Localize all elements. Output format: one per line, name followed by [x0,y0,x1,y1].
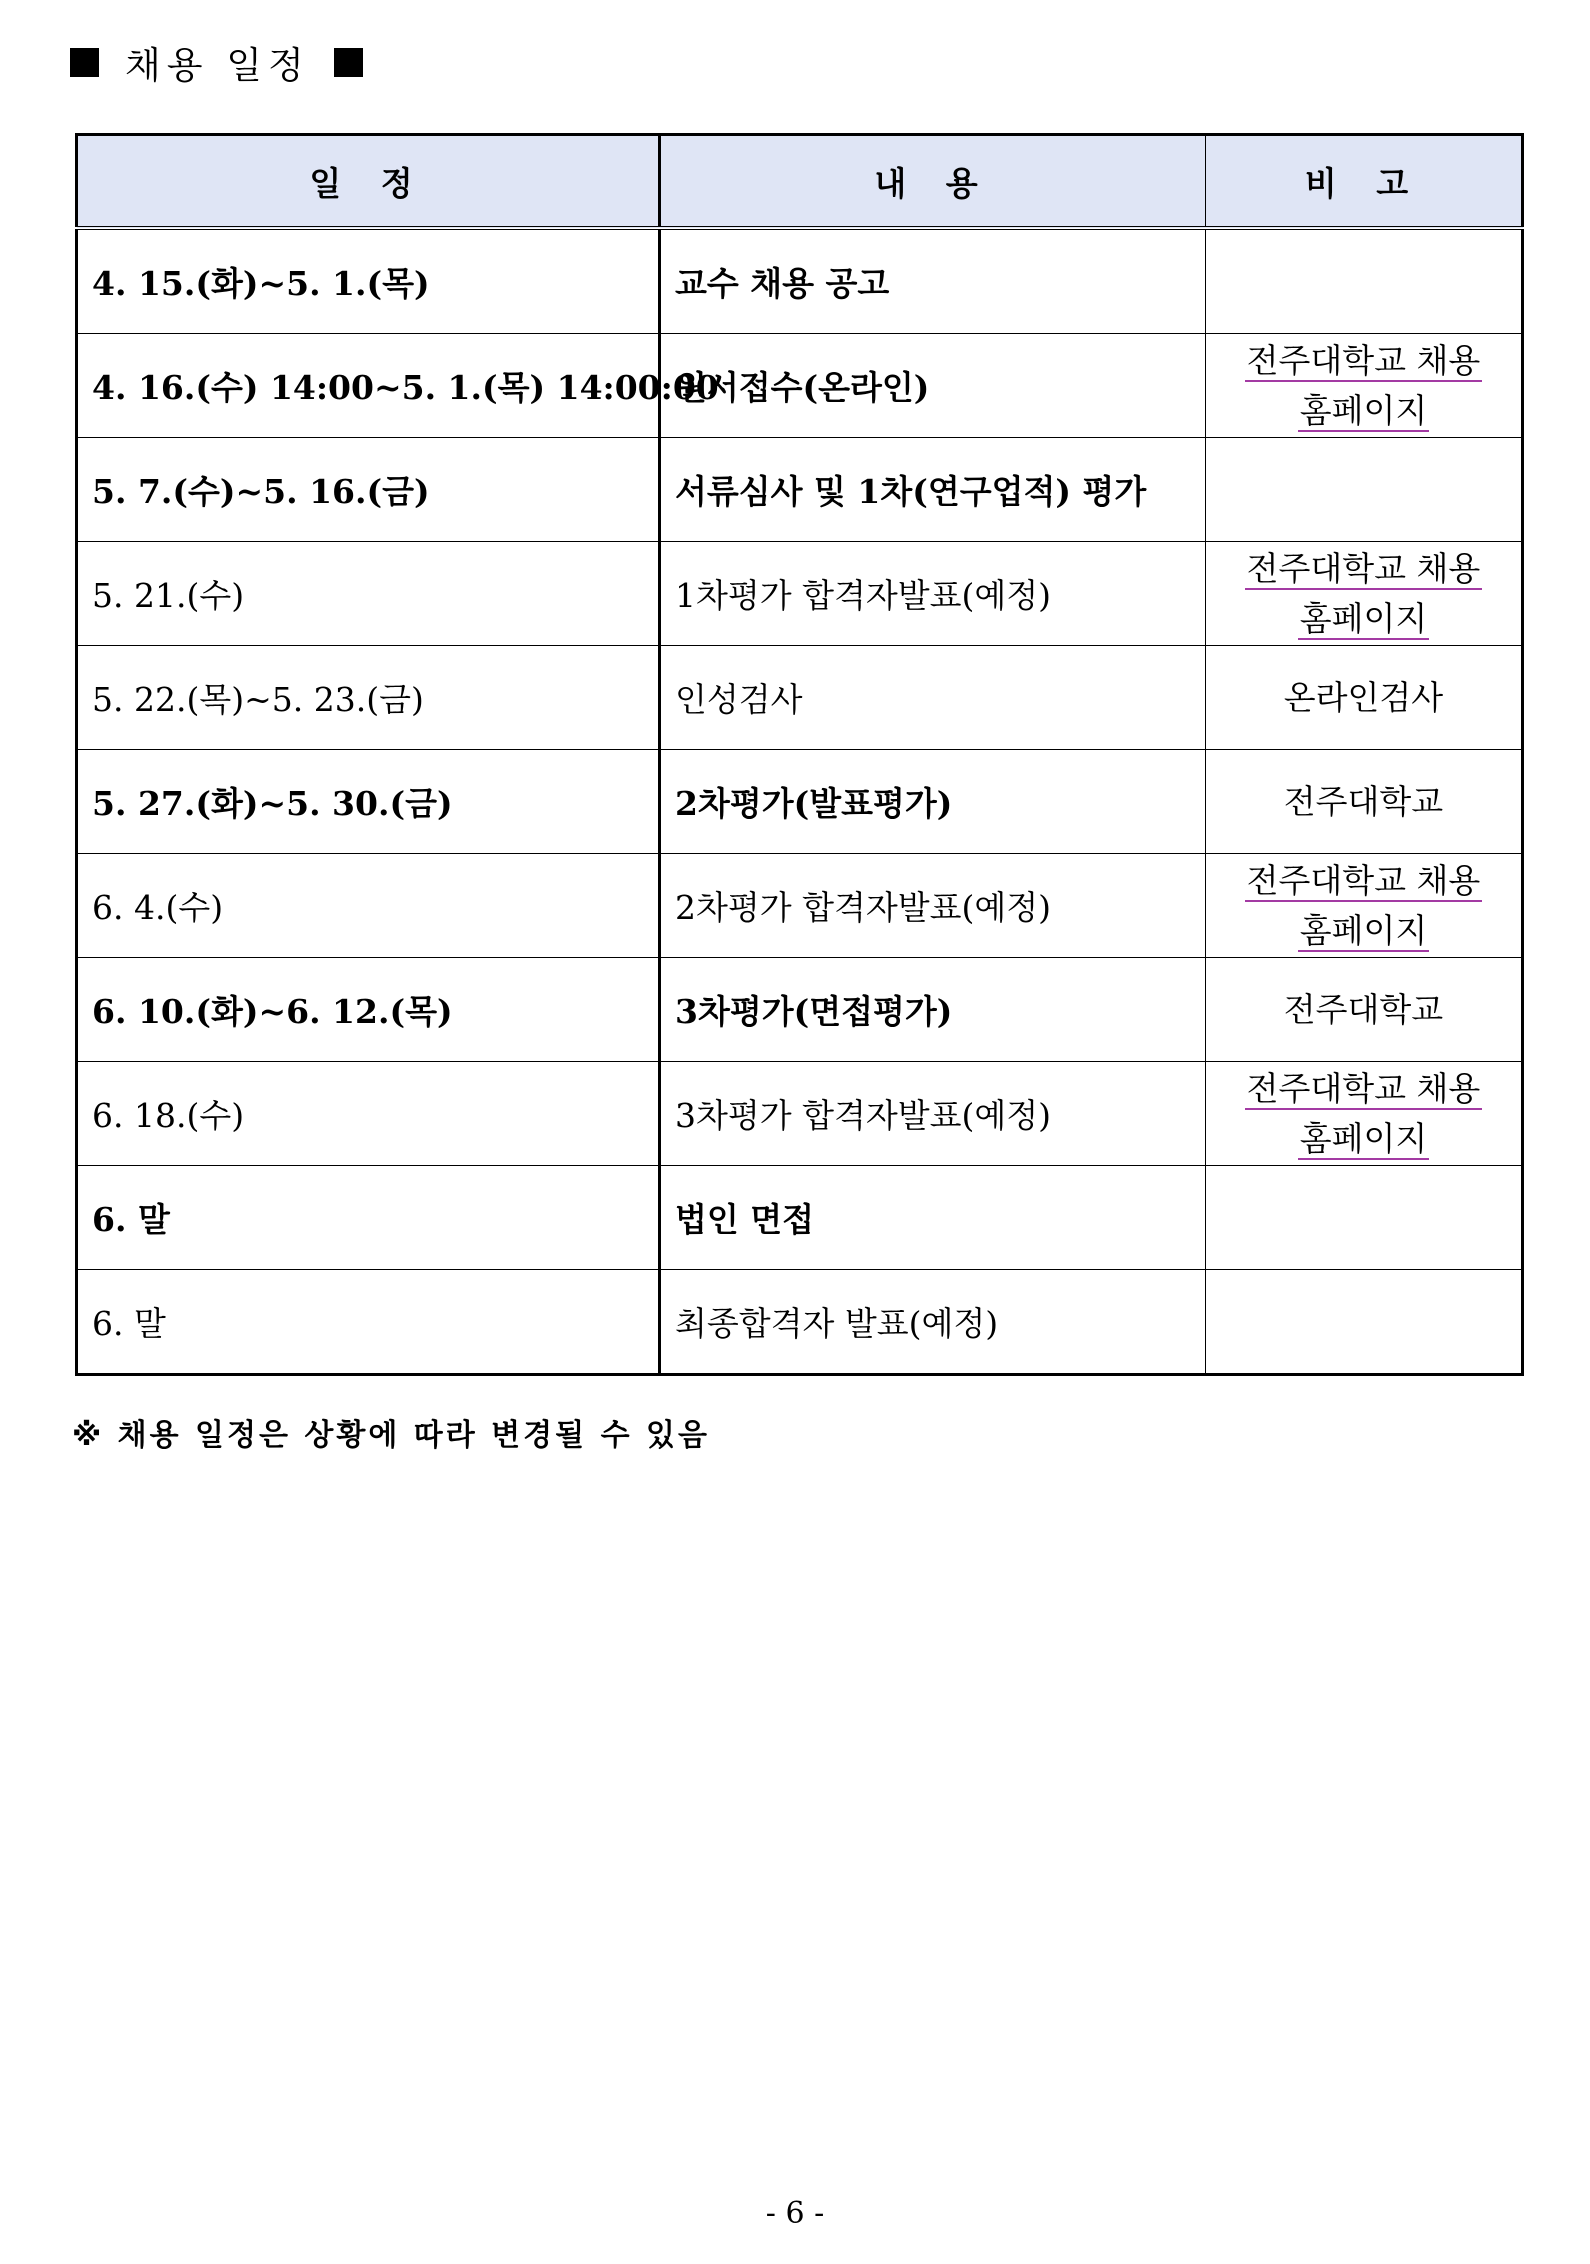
black-square-icon [334,48,363,77]
schedule-content: 법인 면접 [660,1166,1206,1270]
header-content: 내 용 [660,135,1206,229]
footnote: ※ 채용 일정은 상황에 따라 변경될 수 있음 [72,1418,710,1453]
schedule-date: 6. 10.(화)~6. 12.(목) [77,958,660,1062]
schedule-date: 4. 15.(화)~5. 1.(목) [77,228,660,334]
schedule-date: 4. 16.(수) 14:00~5. 1.(목) 14:00:00 [77,334,660,438]
schedule-content: 1차평가 합격자발표(예정) [660,542,1206,646]
schedule-content: 2차평가 합격자발표(예정) [660,854,1206,958]
table-row [77,1270,1523,1375]
schedule-note [1206,334,1523,438]
schedule-note [1206,854,1523,958]
table-row [77,646,1523,750]
schedule-date: 6. 18.(수) [77,1062,660,1166]
schedule-note [1206,1270,1523,1375]
header-date: 일 정 [77,135,660,229]
note-text: 온라인검사 [1283,677,1444,717]
table-row [77,1166,1523,1270]
schedule-note [1206,1166,1523,1270]
page-number: - 6 - [765,2196,825,2231]
schedule-date: 6. 말 [77,1166,660,1270]
black-square-icon [70,48,99,77]
schedule-note [1206,646,1523,750]
section-title [70,42,363,87]
table-row [77,228,1523,334]
note-text: 전주대학교 [1283,989,1444,1029]
schedule-content: 교수 채용 공고 [660,228,1206,334]
schedule-content: 인성검사 [660,646,1206,750]
table-row [77,854,1523,958]
homepage-link-line2[interactable]: 홈페이지 [1299,1118,1428,1158]
schedule-date: 5. 22.(목)~5. 23.(금) [77,646,660,750]
table-row [77,750,1523,854]
schedule-content: 2차평가(발표평가) [660,750,1206,854]
homepage-link-line1[interactable]: 전주대학교 채용 [1246,1068,1481,1108]
table-row [77,438,1523,542]
schedule-note [1206,750,1523,854]
schedule-content: 원서접수(온라인) [660,334,1206,438]
homepage-link-line2[interactable]: 홈페이지 [1299,390,1428,430]
schedule-note [1206,1062,1523,1166]
table-row [77,334,1523,438]
schedule-content: 3차평가 합격자발표(예정) [660,1062,1206,1166]
table-row [77,1062,1523,1166]
schedule-content: 3차평가(면접평가) [660,958,1206,1062]
schedule-note [1206,228,1523,334]
schedule-date: 5. 7.(수)~5. 16.(금) [77,438,660,542]
schedule-date: 5. 21.(수) [77,542,660,646]
schedule-note [1206,958,1523,1062]
homepage-link-line2[interactable]: 홈페이지 [1299,598,1428,638]
note-text: 전주대학교 [1283,781,1444,821]
homepage-link-line1[interactable]: 전주대학교 채용 [1246,860,1481,900]
schedule-note [1206,438,1523,542]
schedule-date: 6. 말 [77,1270,660,1375]
schedule-table [75,133,1524,1376]
header-note: 비 고 [1206,135,1523,229]
section-title-text: 채용 일정 [125,44,310,87]
schedule-content: 서류심사 및 1차(연구업적) 평가 [660,438,1206,542]
table-row [77,542,1523,646]
homepage-link-line1[interactable]: 전주대학교 채용 [1246,340,1481,380]
homepage-link-line2[interactable]: 홈페이지 [1299,910,1428,950]
schedule-date: 6. 4.(수) [77,854,660,958]
table-header-row [77,135,1523,229]
schedule-content: 최종합격자 발표(예정) [660,1270,1206,1375]
table-row [77,958,1523,1062]
homepage-link-line1[interactable]: 전주대학교 채용 [1246,548,1481,588]
schedule-note [1206,542,1523,646]
schedule-date: 5. 27.(화)~5. 30.(금) [77,750,660,854]
